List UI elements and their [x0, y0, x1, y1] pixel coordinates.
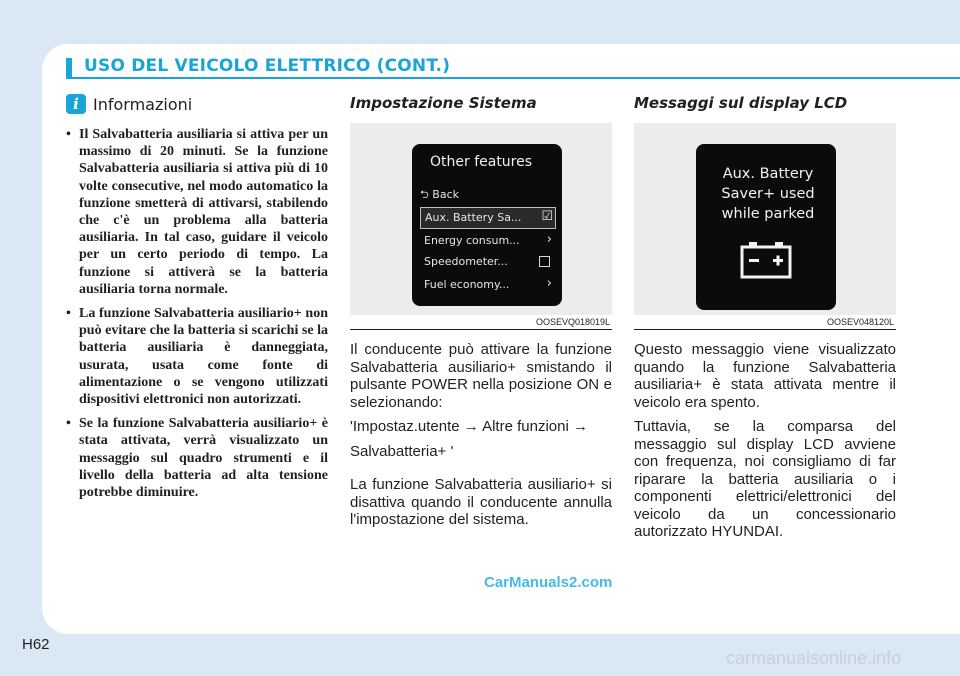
menu-item-aux-battery [420, 207, 556, 229]
body-paragraph: Il conducente può attivare la funzione Salvabatteria ausiliario+ smistando il pulsante POWER nella posizione ON e selezionando: [350, 341, 612, 411]
lcd-message: Aux. Battery Saver+ used while parked [721, 166, 815, 222]
settings-figure [350, 123, 612, 315]
header-rule [66, 77, 960, 79]
figure-rule [350, 329, 612, 330]
info-icon: i [66, 94, 86, 114]
footer-watermark: carmanualsonline.info [726, 648, 902, 668]
info-bullet-list [66, 126, 328, 501]
body-paragraph: Questo messaggio viene visualizzato quando la funzione Salvabatteria ausiliaria+ è stata attivata mentre il veicolo era spento. [634, 341, 896, 411]
system-title: Impostazione Sistema [350, 94, 537, 112]
header-accent [66, 58, 72, 78]
lcd-figure [634, 123, 896, 315]
info-heading [66, 94, 328, 118]
info-column [66, 94, 328, 508]
info-bullet: • La funzione Salvabatteria ausiliario+ non può evitare che la batteria si scarichi se la batteria ausiliaria è danneggiata, usurata, usata come fonte di alimentazione o se vengono utilizzati dispositivi elettronici non autorizzati. [66, 305, 328, 408]
body-paragraph: Tuttavia, se la comparsa del messaggio sul display LCD avviene con frequenza, noi consigliamo di far riparare la batteria ausiliaria o i componenti elettrici/elettronici del veicolo da un concessionario autorizzato HYUNDAI. [634, 418, 896, 540]
figure-caption: OOSEV048120L [826, 317, 894, 327]
menu-item-energy [420, 231, 554, 251]
battery-icon [740, 240, 792, 280]
menu-item-label: Speedometer... [424, 255, 508, 268]
site-watermark: CarManuals2.com [484, 574, 613, 591]
body-paragraph: 'Impostaz.utente → Altre funzioni → [350, 418, 588, 435]
lcd-body [634, 341, 896, 548]
figure-rule [634, 329, 896, 330]
section-header [66, 58, 960, 78]
menu-back: ⮌ Back [420, 188, 460, 201]
system-body [350, 341, 612, 536]
settings-screen [412, 144, 562, 306]
lcd-screen [696, 144, 836, 310]
menu-item-label: Energy consum... [424, 234, 520, 247]
body-paragraph: La funzione Salvabatteria ausiliario+ si disattiva quando il conducente annulla l'impostazione del sistema. [350, 476, 612, 528]
menu-item-fuel-economy [420, 275, 554, 295]
menu-item-label: Aux. Battery Sa... [425, 211, 522, 224]
info-title: Informazioni [93, 95, 193, 114]
checkbox-checked-icon: ☑ [541, 209, 553, 224]
menu-title: Other features [430, 154, 533, 170]
body-paragraph: Salvabatteria+ ' [350, 442, 454, 460]
checkbox-empty-icon [539, 256, 550, 267]
info-bullet: • Se la funzione Salvabatteria ausiliario+ è stata attivata, verrà visualizzato un messaggio sul quadro strumenti e il livello della batteria ad alta tensione potrebbe diminuire. [66, 415, 328, 501]
info-bullet: • Il Salvabatteria ausiliaria si attiva per un massimo di 20 minuti. Se la funzione Salvabatteria ausiliaria si attiva più di 10 volte consecutive, nel modo automatico la funzione smetterà di attivarsi, stabilendo che c'è un problema alla batteria ausiliaria. In tal caso, guidare il veicolo per un certo periodo di tempo. La funzione si attiverà se la batteria ausiliaria torna normale. [66, 126, 328, 298]
page-number: H62 [22, 636, 50, 653]
lcd-title: Messaggi sul display LCD [634, 94, 848, 112]
chevron-right-icon: › [546, 232, 552, 247]
menu-item-label: Fuel economy... [424, 278, 510, 291]
figure-caption: OOSEVQ018019L [535, 317, 610, 327]
chevron-right-icon: › [546, 276, 552, 291]
menu-item-speedometer [420, 252, 554, 272]
section-title: USO DEL VEICOLO ELETTRICO (CONT.) [84, 56, 451, 76]
